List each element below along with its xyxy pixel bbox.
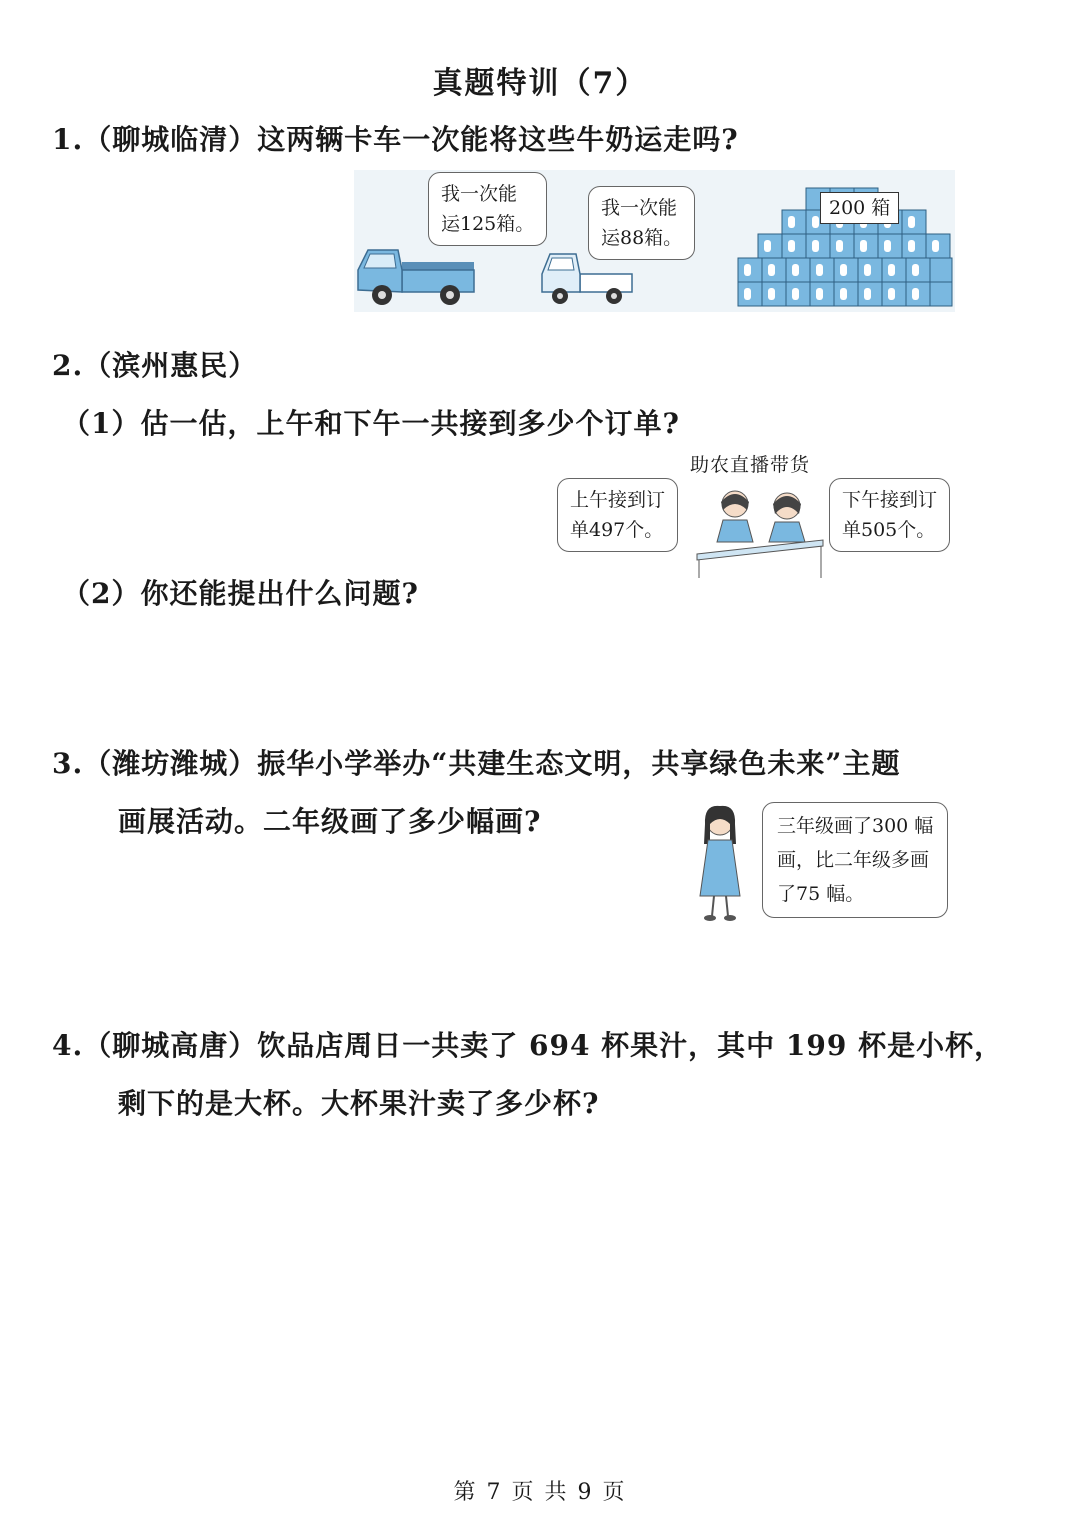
question-3-line-1: 3.（潍坊潍城）振华小学举办“共建生态文明，共享绿色未来”主题	[52, 747, 901, 780]
bubble-text: 上午接到订	[570, 489, 666, 511]
figure-title: 助农直播带货	[690, 454, 811, 476]
question-2-sub-1: （1）估一估，上午和下午一共接到多少个订单?	[62, 407, 680, 440]
bubble-text: 单505个。	[842, 519, 936, 541]
speech-bubble-morning	[557, 478, 678, 552]
question-2-figure	[555, 448, 965, 578]
truck-large-icon	[354, 240, 479, 312]
bubble-text: 我一次能	[601, 197, 678, 219]
question-2-text: 2.（滨州惠民）	[52, 349, 258, 382]
page-number-footer: 第 7 页 共 9 页	[453, 1480, 627, 1505]
bubble-text: 画，比二年级多画	[777, 849, 930, 871]
bubble-text: 运125箱。	[441, 213, 535, 235]
bubble-text: 了75 幅。	[777, 883, 865, 905]
speech-bubble-truck-2	[588, 186, 695, 260]
bubble-text: 我一次能	[441, 183, 518, 205]
question-1-text: 1.（聊城临清）这两辆卡车一次能将这些牛奶运走吗?	[52, 123, 739, 156]
question-1-figure	[354, 170, 955, 312]
bubble-text: 下午接到订	[842, 489, 938, 511]
bubble-text: 运88箱。	[601, 227, 683, 249]
bubble-text: 单497个。	[570, 519, 664, 541]
question-4-line-2: 剩下的是大杯。大杯果汁卖了多少杯?	[118, 1087, 600, 1120]
question-4-line-1: 4.（聊城高唐）饮品店周日一共卖了 694 杯果汁，其中 199 杯是小杯，	[52, 1029, 1004, 1062]
speech-bubble-girl	[762, 802, 948, 918]
girl-illustration	[690, 804, 750, 926]
speech-bubble-truck-1	[428, 172, 547, 246]
question-2-sub-2: （2）你还能提出什么问题?	[62, 577, 419, 610]
speech-bubble-afternoon	[829, 478, 950, 552]
boxes-count-label: 200 箱	[820, 192, 899, 224]
bubble-text: 三年级画了300 幅	[777, 815, 934, 837]
question-3-line-2: 画展活动。二年级画了多少幅画?	[118, 805, 542, 838]
page-title: 真题特训（7）	[432, 66, 648, 101]
two-sellers-illustration	[695, 484, 825, 578]
question-3-figure	[690, 798, 990, 928]
